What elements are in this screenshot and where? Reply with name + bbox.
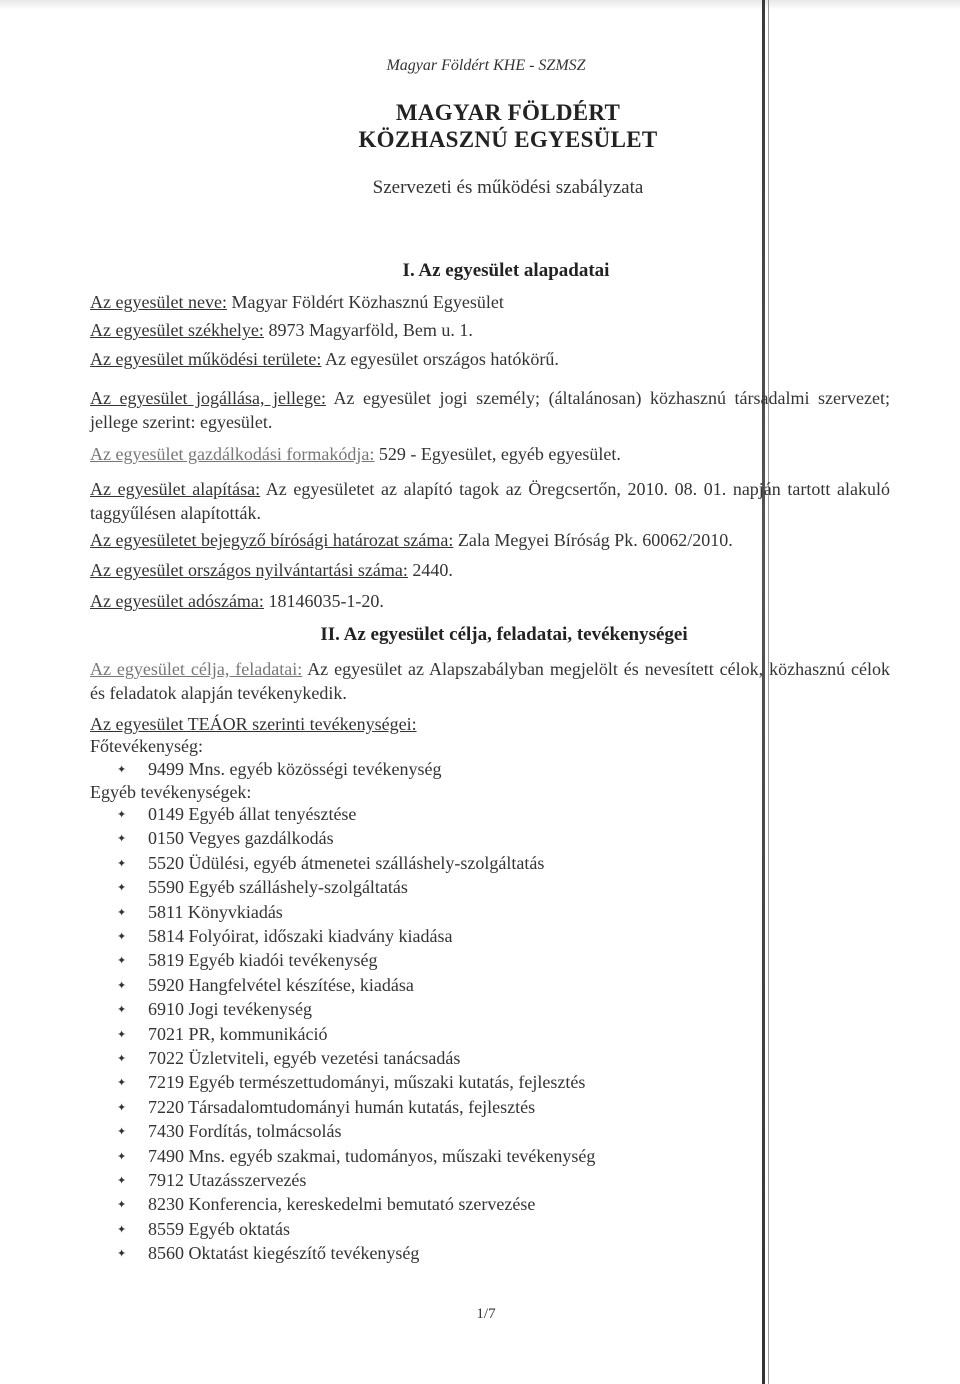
- field-value: Magyar Földért Közhasznú Egyesület: [226, 292, 504, 312]
- field-value: 18146035-1-20.: [263, 591, 384, 611]
- title-line-2: KÖZHASZNÚ EGYESÜLET: [358, 127, 658, 152]
- section-1-heading: I. Az egyesület alapadatai: [402, 260, 610, 281]
- field-label: Az egyesület adószáma:: [90, 591, 264, 611]
- field-tax-number: [90, 591, 384, 612]
- teaor-label: Az egyesület TEÁOR szerinti tevékenységei:: [90, 714, 417, 734]
- running-header: Magyar Földért KHE - SZMSZ: [386, 57, 586, 74]
- field-label: Az egyesület székhelye:: [90, 320, 264, 340]
- document-subtitle: Szervezeti és működési szabályzata: [372, 177, 644, 198]
- field-value: Az egyesület jogi személy; (általánosan) közhasznú társadalmi szervezet; jellege szerint: egyesület.: [90, 388, 890, 432]
- field-label: Az egyesület gazdálkodási formakódja:: [90, 444, 375, 464]
- field-court-ruling: [90, 530, 733, 551]
- field-label: Az egyesület működési területe:: [90, 349, 322, 369]
- field-label: Az egyesület országos nyilvántartási száma:: [90, 560, 408, 580]
- field-name: [90, 292, 504, 313]
- field-label: Az egyesület alapítása:: [90, 479, 261, 499]
- document-page: Magyar Földért KHE - SZMSZ MAGYAR FÖLDÉRT KÖZHASZNÚ EGYESÜLET Szervezeti és működési szabályzata I. Az egyesület alapadatai Az egyesület neve: Magyar Földért Közhasznú Egyesület Az egyesület székhelye: 8973 Magyarföld, Bem u. 1. Az egyesület működési területe: Az egyesület országos hatókörű. Az egyesület jogállása, jellege: Az egyesület jogi személy; (általánosan) közhasznú társadalmi szervezet; jellege szerint: egyesület. Az egyesület gazdálkodási formakódja: 529 - Egyesület, egyéb egyesület. Az egyesület alapítása: Az egyesületet az alapító tagok az Öregcsertőn, 2010. 08. 01. napján tartott alakuló taggyűlésen alapították. Az egyesületet bejegyző bírósági határozat száma: Zala Megyei Bíróság Pk. 60062/2010. Az egyesület országos nyilvántartási száma: 2440. Az egyesület adószáma: 18146035-1-20. II. Az egyesület célja, feladatai, tevékenységei Az egyesület célja, feladatai: Az egyesület az Alapszabályban megjelölt és nevesített célok, közhasznú célok és feladatok alapján tevékenykedik. Az egyesület TEÁOR szerinti tevékenységei: Főtevékenység: 9499 Mns. egyéb közösségi tevékenység Egyéb tevékenységek: 0149 Egyéb állat tenyésztése 0150 Vegyes gazdálkodás 5520 Üdülési, egyéb átmenetei szálláshely-szolgáltatás 5590 Egyéb szálláshely-szolgáltatás 5811 Könyvkiadás 5814 Folyóirat, időszaki kiadvány kiadása 5819 Egyéb kiadói tevékenység 5920 Hangfelvétel készítése, kiadása 6910 Jogi tevékenység 7021 PR, kommunikáció 7022 Üzletviteli, egyéb vezetési tanácsadás 7219 Egyéb természettudományi, műszaki kutatás, fejlesztés 7220 Társadalomtudományi humán kutatás, fejlesztés 7430 Fordítás, tolmácsolás 7490 Mns. egyéb szakmai, tudományos, műszaki tevékenység 7912 Utazásszervezés 8230 Konferencia, kereskedelmi bemutató szervezése 8559 Egyéb oktatás 8560 Oktatást kiegészítő tevékenység 1/7: [0, 0, 960, 1384]
- field-value: 2440.: [407, 560, 453, 580]
- main-activity-label: Főtevékenység:: [90, 736, 203, 756]
- field-registry-number: [90, 560, 453, 581]
- goal-paragraph: [90, 657, 890, 705]
- field-founding: [90, 477, 890, 525]
- field-value: Az egyesület országos hatókörű.: [321, 349, 559, 369]
- scan-top-edge: [0, 0, 960, 10]
- field-value: 529 - Egyesület, egyéb egyesület.: [374, 444, 621, 464]
- other-activities-label: Egyéb tevékenységek:: [90, 782, 252, 802]
- field-label: Az egyesületet bejegyző bírósági határozat száma:: [90, 530, 454, 550]
- field-form-code: [90, 444, 621, 465]
- goal-label: Az egyesület célja, feladatai:: [90, 659, 303, 679]
- goal-value: Az egyesület az Alapszabályban megjelölt és nevesített célok, közhasznú célok és feladatok alapján tevékenykedik.: [90, 659, 890, 703]
- title-line-1: MAGYAR FÖLDÉRT: [395, 100, 621, 125]
- field-value: 8973 Magyarföld, Bem u. 1.: [263, 320, 473, 340]
- field-area: [90, 349, 559, 370]
- field-value: Zala Megyei Bíróság Pk. 60062/2010.: [453, 530, 733, 550]
- field-legal-status: [90, 386, 890, 434]
- field-seat: [90, 320, 473, 341]
- field-label: Az egyesület jogállása, jellege:: [90, 388, 326, 408]
- section-2-heading: II. Az egyesület célja, feladatai, tevékenységei: [320, 624, 688, 645]
- field-label: Az egyesület neve:: [90, 292, 227, 312]
- page-number: 1/7: [476, 1306, 496, 1322]
- field-value: Az egyesületet az alapító tagok az Öregcsertőn, 2010. 08. 01. napján tartott alakuló taggyűlésen alapították.: [90, 479, 890, 523]
